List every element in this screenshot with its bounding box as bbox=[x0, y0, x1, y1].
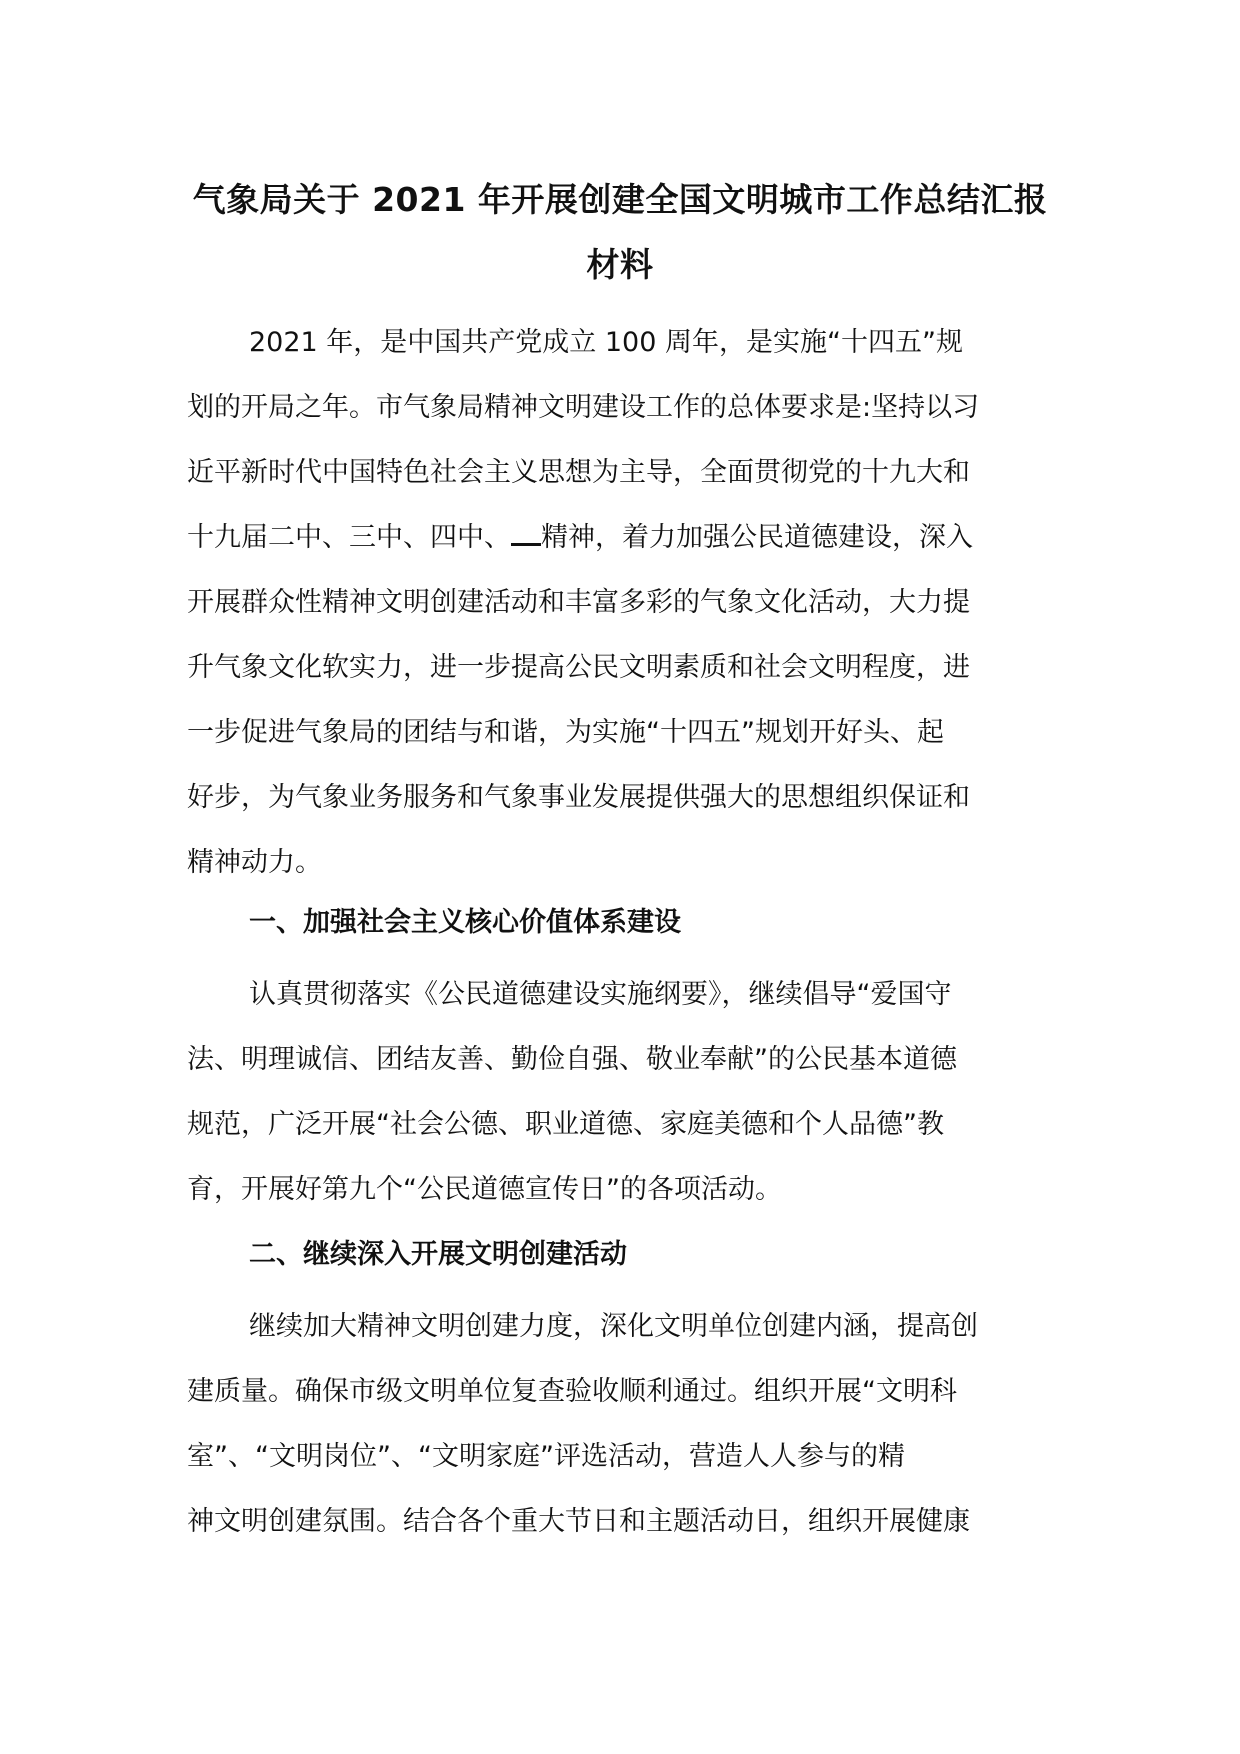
intro-paragraph bbox=[187, 310, 1053, 895]
paragraph-line: 建质量。确保市级文明单位复查验收顺利通过。组织开展“文明科 bbox=[187, 1376, 957, 1407]
paragraph-line: 继续加大精神文明创建力度，深化文明单位创建内涵，提高创 bbox=[249, 1311, 978, 1342]
paragraph-line: 室”、“文明岗位”、“文明家庭”评选活动，营造人人参与的精 bbox=[187, 1441, 905, 1472]
paragraph-line: 法、明理诚信、团结友善、勤俭自强、敬业奉献”的公民基本道德 bbox=[187, 1044, 957, 1075]
paragraph-line: 划的开局之年。市气象局精神文明建设工作的总体要求是:坚持以习 bbox=[187, 392, 980, 423]
paragraph-line: 近平新时代中国特色社会主义思想为主导，全面贯彻党的十九大和 bbox=[187, 457, 970, 488]
paragraph-line-part: 十九届二中、三中、四中、 bbox=[187, 522, 511, 553]
section-2-paragraph bbox=[187, 1294, 1053, 1554]
paragraph-line: 一步促进气象局的团结与和谐，为实施“十四五”规划开好头、起 bbox=[187, 717, 944, 748]
document-title-line-2: 材料 bbox=[586, 245, 654, 284]
fill-in-blank bbox=[511, 519, 541, 546]
paragraph-line: 好步，为气象业务服务和气象事业发展提供强大的思想组织保证和 bbox=[187, 782, 970, 813]
paragraph-line: 精神动力。 bbox=[187, 847, 322, 878]
section-2-heading: 二、继续深入开展文明创建活动 bbox=[249, 1239, 627, 1270]
paragraph-line: 规范，广泛开展“社会公德、职业道德、家庭美德和个人品德”教 bbox=[187, 1109, 944, 1140]
paragraph-line-part: 精神，着力加强公民道德建设，深入 bbox=[541, 522, 973, 553]
paragraph-line: 育，开展好第九个“公民道德宣传日”的各项活动。 bbox=[187, 1174, 782, 1205]
paragraph-line-with-blank bbox=[187, 505, 1053, 570]
paragraph-line: 升气象文化软实力，进一步提高公民文明素质和社会文明程度，进 bbox=[187, 652, 970, 683]
paragraph-line: 开展群众性精神文明创建活动和丰富多彩的气象文化活动，大力提 bbox=[187, 587, 970, 618]
paragraph-line: 2021 年，是中国共产党成立 100 周年，是实施“十四五”规 bbox=[249, 327, 963, 358]
document-title-line-1: 气象局关于 2021 年开展创建全国文明城市工作总结汇报 bbox=[192, 180, 1048, 219]
section-1-paragraph bbox=[187, 962, 1053, 1222]
section-1-heading: 一、加强社会主义核心价值体系建设 bbox=[249, 907, 681, 938]
paragraph-line: 认真贯彻落实《公民道德建设实施纲要》，继续倡导“爱国守 bbox=[249, 979, 952, 1010]
paragraph-line: 神文明创建氛围。结合各个重大节日和主题活动日，组织开展健康 bbox=[187, 1506, 970, 1537]
